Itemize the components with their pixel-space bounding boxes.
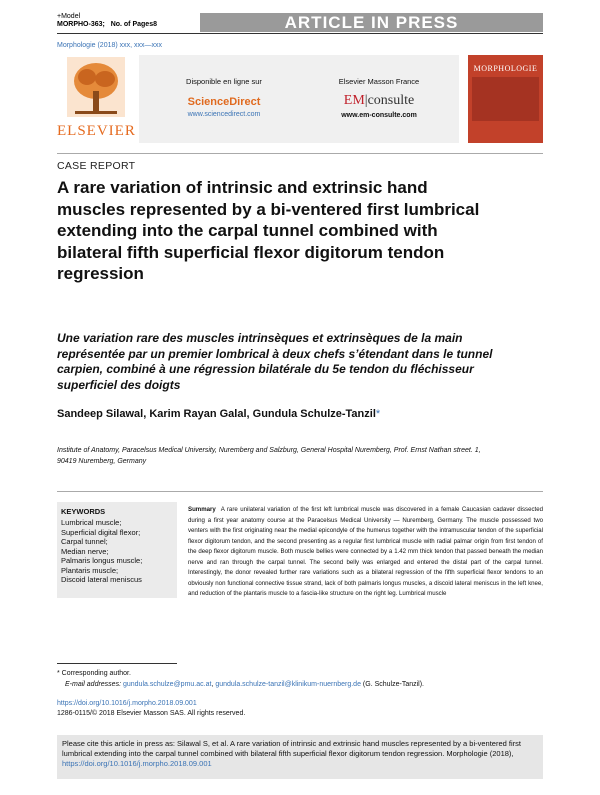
email-addresses: [65, 681, 424, 688]
available-online-label: Disponible en ligne sur: [186, 77, 262, 86]
manuscript-ref: MORPHO-363; No. of Pages8: [57, 21, 157, 28]
keyword-item: Plantaris muscle;: [61, 565, 119, 575]
footnote-divider: [57, 663, 177, 664]
article-in-press-banner: ARTICLE IN PRESS: [200, 13, 543, 32]
email-owner: (G. Schulze-Tanzil).: [362, 681, 424, 688]
email-separator: ,: [211, 681, 214, 688]
citation-box: [57, 735, 543, 779]
sciencedirect-link[interactable]: www.sciencedirect.com: [187, 111, 261, 118]
elsevier-tree-icon: [67, 57, 125, 117]
keyword-item: Median nerve;: [61, 546, 109, 556]
article-title: A rare variation of intrinsic and extrinsic hand muscles represented by a bi-ventered first lumbrical extending into the carpal tunnel combined with bilateral fifth superficial flexor digitorum tendon regression: [57, 178, 480, 283]
header-meta: [57, 13, 157, 29]
journal-cover-image[interactable]: [468, 55, 543, 143]
doi-link[interactable]: https://doi.org/10.1016/j.morpho.2018.09.001: [57, 700, 197, 707]
em-consulte-logo[interactable]: EM|consulte: [343, 93, 415, 108]
keyword-item: Palmaris longus muscle;: [61, 556, 143, 565]
affiliation-divider: [57, 491, 543, 492]
keyword-item: Lumbrical muscle;: [61, 518, 122, 527]
elsevier-wordmark: ELSEVIER: [57, 123, 136, 139]
affiliation: Institute of Anatomy, Paracelsus Medical University, Nuremberg and Salzburg, General Hospital Nuremberg, Prof. Ernst Nathan street. 1, 90419 Nuremberg, Germany: [57, 447, 481, 465]
sciencedirect-block: [149, 77, 299, 118]
cover-illustration: [472, 77, 539, 121]
banner-divider: [57, 153, 543, 154]
abstract-text: A rare unilateral variation of the first left lumbrical muscle was discovered in a female Caucasian cadaver dissected during a first year anatomy course at the Paracelsus Medical University — Nuremberg, Germany. The muscle possessed two venters with the first originating near the medial epicondyle of the humerus together with the intramuscular tendon of the superficial flexor digitorum tendon, and the second presenting as a regular first lumbrical muscle with radial palmar origin from first tendon of the deep flexor digitorum muscle. Both muscle bellies were connected by a 1.42 mm thick tendon that passed beneath the median nerve and ran through the carpal tunnel. The second belly was enlarged and entered the distal part of the carpal tunnel. Interestingly, the donor revealed further rare variations such as a bilateral regression of the fifth superficial flexor tendons to an obviously non functional connective tissue strand, lack of both palmaris longus muscles, a discoid lateral meniscus in the left knee, and reduction of the plantaris muscle to a fascia-like structure on the right leg. Lumbrical muscle: [188, 506, 544, 597]
keyword-item: Superficial digital flexor;: [61, 527, 141, 537]
keyword-item: Carpal tunnel;: [61, 537, 108, 546]
keywords-box: [57, 502, 177, 598]
email-label: E-mail addresses:: [65, 681, 122, 688]
article-french-title: Une variation rare des muscles intrinsèques et extrinsèques de la main représentée par un premier lombrical à deux chefs s’étendant dans le tunnel carpien, combiné à une régression bilatérale du 5e tendon du fléchisseur superficiel des doigts: [57, 331, 493, 392]
corresponding-marker[interactable]: *: [375, 408, 381, 420]
cover-title: MORPHOLOGIE: [473, 64, 538, 73]
citation-doi-link[interactable]: https://doi.org/10.1016/j.morpho.2018.09.001: [62, 759, 212, 768]
author-list: [57, 408, 380, 420]
availability-box: [139, 55, 459, 143]
publisher-banner: [57, 55, 543, 145]
issn-copyright: 1286-0115/© 2018 Elsevier Masson SAS. All rights reserved.: [57, 710, 246, 717]
model-label: +Model: [57, 13, 81, 20]
keywords-heading: KEYWORDS: [61, 507, 106, 516]
abstract: [188, 505, 543, 600]
journal-reference-link[interactable]: Morphologie (2018) xxx, xxx—xxx: [57, 42, 163, 49]
elsevier-logo[interactable]: [57, 55, 135, 143]
abstract-heading: Summary: [188, 506, 216, 513]
masson-label: Elsevier Masson France: [338, 77, 420, 86]
authors-names[interactable]: Sandeep Silawal, Karim Rayan Galal, Gundula Schulze-Tanzil: [57, 408, 376, 420]
keyword-item: Discoid lateral meniscus: [61, 575, 142, 584]
em-consulte-link[interactable]: www.em-consulte.com: [341, 112, 417, 119]
sciencedirect-logo[interactable]: ScienceDirect: [187, 96, 261, 108]
citation-text: Please cite this article in press as: Silawal S, et al. A rare variation of intrinsic and extrinsic hand muscles represented by a bi-ventered first lumbrical extending into the carpal tunnel combined with bilateral fifth superficial flexor digitorum tendon regression. Morphologie (2018),: [62, 739, 521, 758]
corresponding-author-note: * Corresponding author.: [57, 670, 131, 677]
email-link-2[interactable]: gundula.schulze-tanzil@klinikum-nuernberg.de: [215, 681, 361, 688]
header-divider: [57, 33, 543, 34]
email-link-1[interactable]: gundula.schulze@pmu.ac.at: [122, 681, 212, 688]
em-consulte-block: [304, 77, 454, 119]
article-type: CASE REPORT: [57, 160, 136, 172]
